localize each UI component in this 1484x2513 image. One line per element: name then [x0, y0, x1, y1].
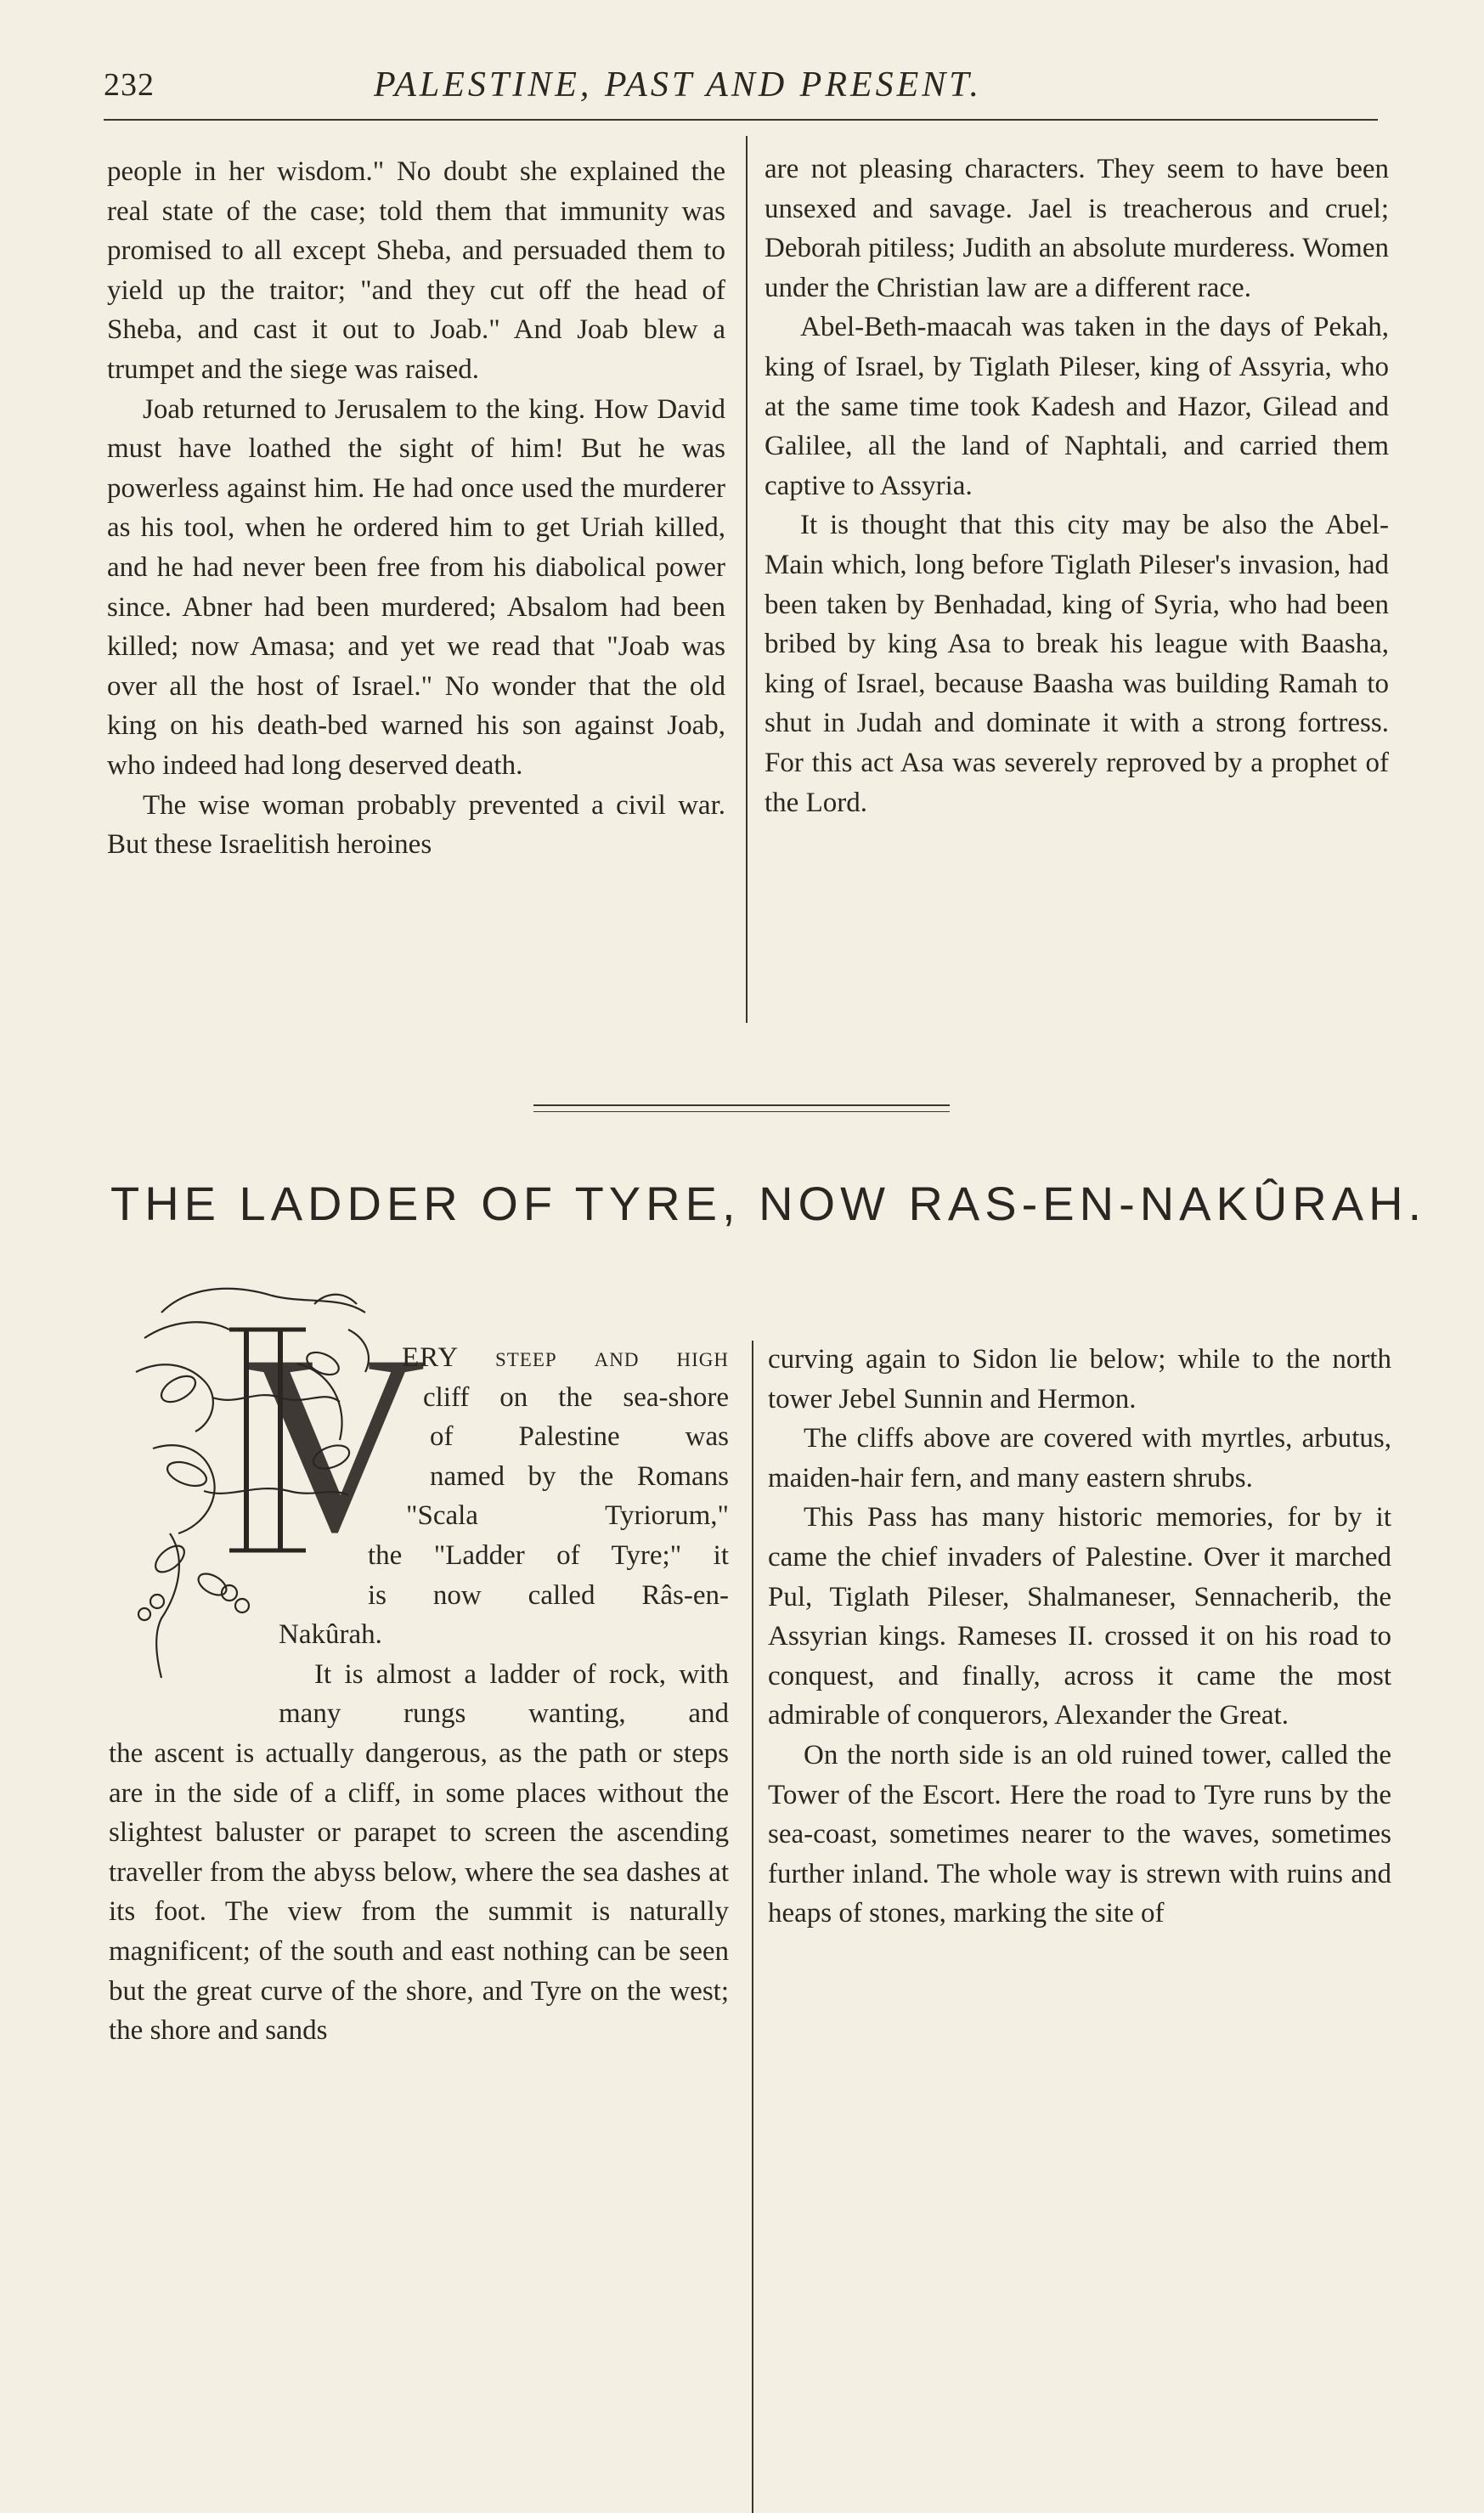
text-line: Nakûrah.	[279, 1619, 382, 1651]
paragraph: the ascent is actually dangerous, as the path or steps are in the side of a cliff, in some places without the slightest baluster or parapet to screen the ascending traveller from the abyss below, where the sea dashes at its foot. The view from the summit is naturally magnificent; of the south and east nothing can be seen but the great curve of the shore, and Tyre on the west; the shore and sands	[109, 1737, 729, 2047]
text-line	[402, 1338, 729, 1378]
paragraph: curving again to Sidon lie below; while to the north tower Jebel Sunnin and Hermon.	[768, 1344, 1391, 1415]
text-line: of Palestine was	[430, 1421, 729, 1453]
paragraph: are not pleasing characters. They seem to have been unsexed and savage. Jael is treacherous and cruel; Deborah pitiless; Judith an absolute murderess. Women under the Christian law are a different race.	[765, 154, 1389, 303]
running-title: PALESTINE, PAST AND PRESENT.	[374, 65, 983, 104]
drop-text: ERY steep and high	[402, 1342, 729, 1373]
text-line: cliff on the sea-shore	[423, 1381, 729, 1413]
paragraph: people in her wisdom." No doubt she explained the real state of the case; told them that immunity was promised to all except Sheba, and persuaded them to yield up the traitor; "and they cut off the head of Sheba, and cast it out to Joab." And Joab blew a trumpet and the siege was raised.	[107, 156, 725, 385]
column-divider	[746, 136, 748, 1023]
text-line: named by the Romans	[430, 1460, 729, 1492]
text-line: the "Ladder of Tyre;" it	[368, 1539, 729, 1571]
initial-letter: V	[242, 1302, 426, 1584]
text-line: "Scala Tyriorum,"	[406, 1500, 729, 1532]
section-right-column	[768, 1340, 1391, 1934]
paragraph: On the north side is an old ruined tower, called the Tower of the Escort. Here the road to Tyre runs by the sea-coast, sometimes nearer to the waves, sometimes further inland. The whole way is strewn with ruins and heaps of stones, marking the site of	[768, 1739, 1391, 1929]
header-rule	[104, 119, 1378, 121]
upper-left-column	[107, 152, 725, 865]
paragraph: The cliffs above are covered with myrtles, arbutus, maiden-hair fern, and many eastern shrubs.	[768, 1423, 1391, 1494]
section-left-column	[109, 1338, 729, 2051]
section-title: THE LADDER OF TYRE, NOW RAS-EN-NAKÛRAH.	[110, 1177, 1427, 1230]
paragraph: Abel-Beth-maacah was taken in the days of Pekah, king of Israel, by Tiglath Pileser, king of Assyria, who at the same time took Kadesh and Hazor, Gilead and Galilee, all the land of Naphtali, and carried them captive to Assyria.	[765, 312, 1389, 501]
column-divider	[752, 1341, 753, 2513]
section-rule	[533, 1104, 950, 1106]
paragraph: The wise woman probably prevented a civil war. But these Israelitish heroines	[107, 789, 725, 861]
paragraph: Joab returned to Jerusalem to the king. How David must have loathed the sight of him! But he was powerless against him. He had once used the murderer as his tool, when he ordered him to get Uriah killed, and he had never been free from his diabolical power since. Abner had been murdered; Absalom had been killed; now Amasa; and yet we read that "Joab was over all the host of Israel." No wonder that the old king on his death-bed warned his son against Joab, who indeed had long deserved death.	[107, 393, 725, 781]
text-line: It is almost a ladder of rock, with many rungs wanting, and	[279, 1658, 729, 1730]
paragraph: It is thought that this city may be also the Abel-Main which, long before Tiglath Pileser's invasion, had been taken by Benhadad, king of Syria, who had been bribed by king Asa to break his league with Baasha, king of Israel, because Baasha was building Ramah to shut in Judah and dominate it with a strong fortress. For this act Asa was severely reproved by a prophet of the Lord.	[765, 510, 1389, 818]
section-rule	[533, 1111, 950, 1112]
text-line: is now called Râs-en-	[368, 1579, 729, 1611]
upper-right-column	[765, 150, 1389, 822]
page-number: 232	[104, 67, 155, 103]
paragraph: This Pass has many historic memories, for by it came the chief invaders of Palestine. Over it marched Pul, Tiglath Pileser, Shalmaneser, Sennacherib, the Assyrian kings. Rameses II. crossed it on his road to conquest, and finally, across it came the most admirable of conquerors, Alexander the Great.	[768, 1502, 1391, 1731]
